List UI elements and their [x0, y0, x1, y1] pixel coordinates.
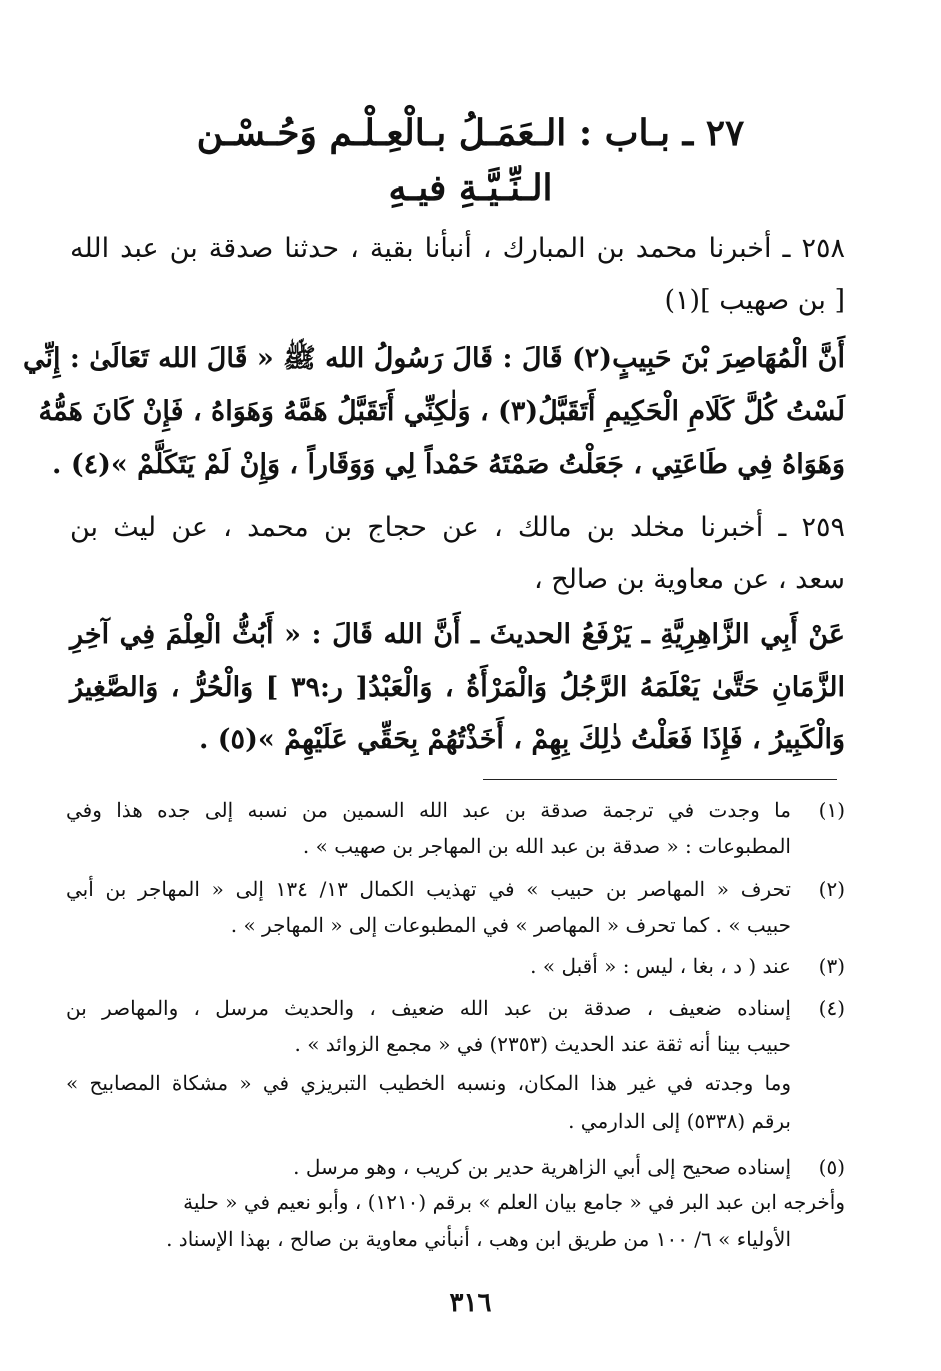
footnote-2-line2: حبيب » . كما تحرف « المهاصر » في المطبوعات إلى « المهاجر » . [230, 913, 791, 937]
footnote-1-line1: ما وجدت في ترجمة صدقة بن عبد الله السمين من نسبه إلى جده هذا وفي [66, 798, 791, 822]
footnote-3-number: (٣) [818, 954, 845, 978]
hadith-259-matn-line1: عَنْ أَبِي الزَّاهِرِيَّةِ ـ يَرْفَعُ الحديثَ ـ أَنَّ الله قَالَ : « أَبُثُّ الْعِلْمَ فِي آخِرِ [70, 619, 845, 650]
footnote-2-line1: تحرف « المهاصر بن حبيب » في تهذيب الكمال ١٣/ ١٣٤ إلى « المهاجر بن أبي [66, 877, 791, 901]
footnote-2-number: (٢) [818, 877, 845, 901]
hadith-259-isnad-line1: ٢٥٩ ـ أخبرنا مخلد بن مالك ، عن حجاج بن محمد ، عن ليث بن [70, 512, 845, 543]
footnote-4-number: (٤) [818, 996, 845, 1020]
footnote-1-line2: المطبوعات : « صدقة بن عبد الله بن المهاجر بن صهيب » . [302, 834, 791, 858]
hadith-258-matn-line2: لَسْتُ كُلَّ كَلَامِ الْحَكِيمِ أَتَقَبَّلُ(٣) ، وَلٰكِنِّي أَتَقَبَّلُ هَمَّهُ وَهَوَاهُ ، فَإِنْ كَانَ هَمُّهُ [38, 396, 845, 427]
hadith-259-matn-line2: الزَّمَانِ حَتَّىٰ يَعْلَمَهُ الرَّجُلُ وَالْمَرْأَةُ ، وَالْعَبْدُ[ ر:٣٩ ] وَالْحُرُّ ، وَالصَّغِيرُ [70, 672, 846, 703]
footnote-1-number: (١) [818, 798, 845, 822]
hadith-259-isnad-line2: سعد ، عن معاوية بن صالح ، [533, 564, 845, 595]
footnote-5-line2: وأخرجه ابن عبد البر في « جامع بيان العلم » برقم (١٢١٠) ، وأبو نعيم في « حلية [183, 1190, 845, 1214]
footnote-5-line1: إسناده صحيح إلى أبي الزاهرية حدير بن كريب ، وهو مرسل . [293, 1155, 791, 1179]
hadith-258-matn-line1: أَنَّ الْمُهَاصِرَ بْنَ حَبِيبٍ(٢) قَالَ : قَالَ رَسُولُ الله ﷺ « قَالَ الله تَعَالَىٰ : إِنِّي [23, 343, 845, 374]
footnote-3-line1: عند ( د ، بغا ، ليس : « أقبل » . [530, 954, 791, 978]
footnote-4-line4: برقم (٥٣٣٨) إلى الدارمي . [568, 1109, 791, 1133]
chapter-title-line2: الـنِّـيَّـةِ فيـهِ [388, 167, 553, 209]
footnote-4-line3: وما وجدته في غير هذا المكان، ونسبه الخطيب التبريزي في « مشكاة المصابيح » [66, 1071, 791, 1095]
footnote-separator [483, 779, 837, 780]
hadith-258-isnad-line1: ٢٥٨ ـ أخبرنا محمد بن المبارك ، أنبأنا بقية ، حدثنا صدقة بن عبد الله [70, 233, 845, 264]
footnote-5-line3: الأولياء » ٦/ ١٠٠ من طريق ابن وهب ، أنبأني معاوية بن صالح ، بهذا الإسناد . [166, 1227, 791, 1251]
footnote-5-number: (٥) [818, 1155, 845, 1179]
hadith-259-matn-line3: وَالْكَبِيرُ ، فَإِذَا فَعَلْتُ ذٰلِكَ بِهِمْ ، أَخَذْتُهُمْ بِحَقِّي عَلَيْهِمْ »(٥) . [198, 724, 845, 755]
hadith-258-matn-line3: وَهَوَاهُ فِي طَاعَتِي ، جَعَلْتُ صَمْتَهُ حَمْداً لِي وَوَقَاراً ، وَإِنْ لَمْ يَتَكَلَّمْ »(٤) . [52, 449, 845, 480]
footnote-4-line1: إسناده ضعيف ، صدقة بن عبد الله ضعيف ، والحديث مرسل ، والمهاصر بن [66, 996, 791, 1020]
footnote-4-line2: حبيب بينا أنه ثقة عند الحديث (٢٣٥٣) في « مجمع الزوائد » . [294, 1032, 791, 1056]
page-number: ٣١٦ [449, 1288, 492, 1318]
hadith-258-isnad-line2: [ بن صهيب ](١) [664, 285, 845, 316]
chapter-title-line1: ٢٧ ـ بـاب : الـعَمَـلُ بـالْعِـلْـم وَحُـسْـن [196, 112, 745, 154]
